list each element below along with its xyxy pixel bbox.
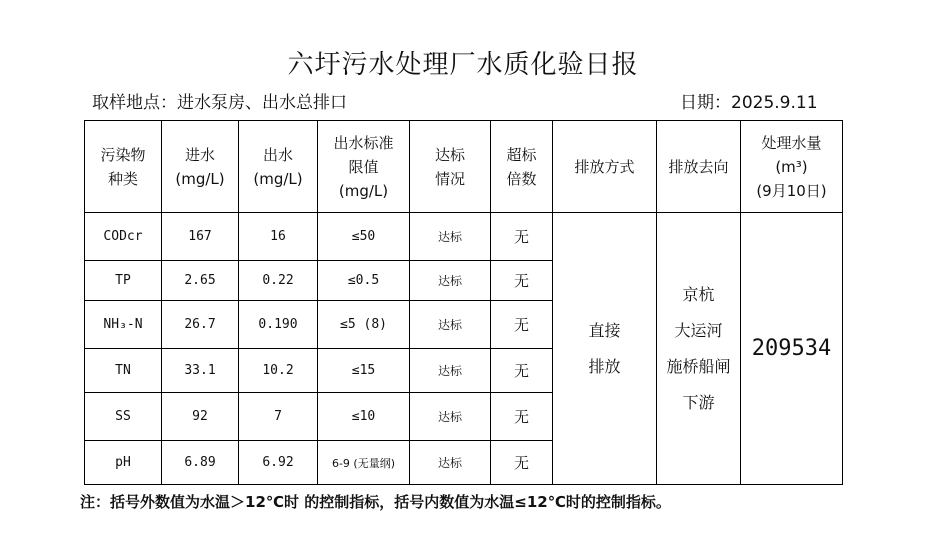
report-title: 六圩污水处理厂水质化验日报 [287, 50, 639, 80]
discharge-direction-line1: 京杭 [682, 284, 715, 304]
pollutant-name: NH₃-N [85, 301, 162, 349]
limit-value: ≤0.5 [318, 261, 410, 301]
header-influent-line2: (mg/L) [175, 169, 225, 188]
header-pollutant-line1: 污染物 [100, 145, 146, 164]
pollutant-name: CODcr [85, 213, 162, 261]
header-exceed [491, 121, 553, 213]
effluent-value: 10.2 [239, 349, 318, 393]
footnote: 注：括号外数值为水温＞12℃时 的控制指标，括号内数值为水温≤12℃时的控制指标。 [80, 493, 671, 511]
compliance-status: 达标 [410, 393, 491, 441]
discharge-method-cell [553, 213, 657, 485]
influent-value: 6.89 [162, 441, 239, 485]
influent-value: 167 [162, 213, 239, 261]
sampling-location: 取样地点：进水泵房、出水总排口 [92, 93, 347, 113]
discharge-direction-line4: 下游 [682, 392, 715, 412]
compliance-status: 达标 [410, 441, 491, 485]
exceed-value: 无 [491, 441, 553, 485]
water-quality-table [84, 120, 843, 485]
limit-value: ≤10 [318, 393, 410, 441]
discharge-direction-line2: 大运河 [674, 320, 723, 340]
limit-value: 6-9 (无量纲) [318, 441, 410, 485]
header-limit-line2: 限值 [348, 157, 379, 176]
exceed-value: 无 [491, 261, 553, 301]
effluent-value: 7 [239, 393, 318, 441]
discharge-direction-line3: 施桥船闸 [666, 356, 731, 376]
header-exceed-line2: 倍数 [506, 169, 537, 188]
exceed-value: 无 [491, 213, 553, 261]
pollutant-name: SS [85, 393, 162, 441]
header-compliance-line1: 达标 [434, 145, 465, 164]
discharge-method-line1: 直接 [588, 320, 621, 340]
exceed-value: 无 [491, 393, 553, 441]
pollutant-name: TN [85, 349, 162, 393]
discharge-method-line2: 排放 [588, 356, 621, 376]
header-effluent-line2: (mg/L) [253, 169, 303, 188]
influent-value: 2.65 [162, 261, 239, 301]
header-volume [741, 121, 843, 213]
limit-value: ≤5 (8) [318, 301, 410, 349]
header-influent [162, 121, 239, 213]
header-exceed-line1: 超标 [506, 145, 537, 164]
influent-value: 26.7 [162, 301, 239, 349]
limit-value: ≤50 [318, 213, 410, 261]
compliance-status: 达标 [410, 301, 491, 349]
header-compliance [410, 121, 491, 213]
discharge-direction-cell [657, 213, 741, 485]
header-compliance-line2: 情况 [434, 169, 465, 188]
header-influent-line1: 进水 [184, 145, 215, 164]
influent-value: 33.1 [162, 349, 239, 393]
header-discharge-direction: 排放去向 [657, 121, 741, 213]
header-pollutant [85, 121, 162, 213]
header-volume-line1: 处理水量 [761, 133, 822, 152]
effluent-value: 16 [239, 213, 318, 261]
exceed-value: 无 [491, 349, 553, 393]
header-effluent [239, 121, 318, 213]
compliance-status: 达标 [410, 261, 491, 301]
compliance-status: 达标 [410, 213, 491, 261]
compliance-status: 达标 [410, 349, 491, 393]
exceed-value: 无 [491, 301, 553, 349]
report-date: 日期：2025.9.11 [680, 93, 818, 113]
header-discharge-method: 排放方式 [553, 121, 657, 213]
header-limit-line1: 出水标准 [333, 133, 394, 152]
header-limit-line3: (mg/L) [338, 181, 389, 200]
volume-value: 209534 [741, 213, 843, 485]
pollutant-name: TP [85, 261, 162, 301]
pollutant-name: pH [85, 441, 162, 485]
header-limit [318, 121, 410, 213]
header-row [85, 121, 843, 213]
effluent-value: 0.22 [239, 261, 318, 301]
table-row-codcr [85, 213, 843, 261]
header-pollutant-line2: 种类 [107, 169, 138, 188]
header-volume-line3: (9月10日) [756, 181, 827, 200]
header-volume-line2: (m³) [775, 157, 808, 176]
influent-value: 92 [162, 393, 239, 441]
limit-value: ≤15 [318, 349, 410, 393]
header-effluent-line1: 出水 [262, 145, 293, 164]
effluent-value: 0.190 [239, 301, 318, 349]
effluent-value: 6.92 [239, 441, 318, 485]
